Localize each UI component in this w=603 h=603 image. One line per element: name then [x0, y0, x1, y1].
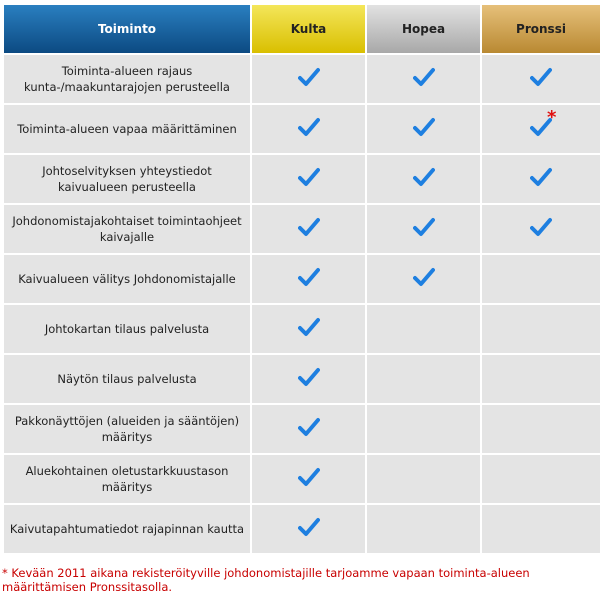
silver-mark [413, 217, 435, 241]
bronze-mark [530, 67, 552, 91]
table-row [4, 405, 600, 453]
feature-label: Kaivualueen välitys Johdonomistajalle [4, 255, 250, 303]
gold-mark [298, 467, 320, 491]
table-row [4, 55, 600, 103]
header-row [4, 5, 600, 53]
check-icon [298, 317, 320, 337]
silver-cell [367, 505, 480, 553]
feature-label: Johtokartan tilaus palvelusta [4, 305, 250, 353]
table-row [4, 505, 600, 553]
bronze-cell [482, 355, 600, 403]
feature-label: Aluekohtainen oletustarkkuustason määritys [4, 455, 250, 503]
check-icon [413, 217, 435, 237]
header-bronze: Pronssi [482, 5, 600, 53]
table-row [4, 305, 600, 353]
table-row [4, 355, 600, 403]
gold-cell [252, 205, 365, 253]
header-gold: Kulta [252, 5, 365, 53]
gold-cell [252, 405, 365, 453]
gold-mark [298, 67, 320, 91]
feature-comparison-table [2, 3, 602, 555]
silver-cell [367, 155, 480, 203]
feature-label: Toiminta-alueen vapaa määrittäminen [4, 105, 250, 153]
silver-mark [413, 267, 435, 291]
bronze-cell [482, 255, 600, 303]
check-icon [298, 467, 320, 487]
check-icon [298, 217, 320, 237]
gold-cell [252, 55, 365, 103]
silver-cell [367, 55, 480, 103]
bronze-cell [482, 455, 600, 503]
table-row [4, 105, 600, 153]
check-icon [298, 117, 320, 137]
feature-label: Johtoselvityksen yhteystiedot kaivualueen perusteella [4, 155, 250, 203]
table-row [4, 255, 600, 303]
check-icon [298, 517, 320, 537]
check-icon [298, 417, 320, 437]
feature-label: Näytön tilaus palvelusta [4, 355, 250, 403]
gold-cell [252, 155, 365, 203]
silver-cell [367, 105, 480, 153]
check-icon [298, 67, 320, 87]
gold-cell [252, 105, 365, 153]
gold-cell [252, 305, 365, 353]
bronze-mark [530, 217, 552, 241]
gold-mark [298, 317, 320, 341]
bronze-mark [530, 167, 552, 191]
gold-cell [252, 505, 365, 553]
check-icon [530, 67, 552, 87]
gold-mark [298, 517, 320, 541]
silver-cell [367, 455, 480, 503]
gold-cell [252, 455, 365, 503]
asterisk-note: * [547, 107, 557, 128]
check-icon [413, 267, 435, 287]
gold-mark [298, 217, 320, 241]
feature-label: Toiminta-alueen rajaus kunta-/maakuntarajojen perusteella [4, 55, 250, 103]
check-icon [413, 167, 435, 187]
gold-cell [252, 255, 365, 303]
silver-cell [367, 305, 480, 353]
check-icon [413, 67, 435, 87]
check-icon [298, 267, 320, 287]
feature-label: Kaivutapahtumatiedot rajapinnan kautta [4, 505, 250, 553]
gold-mark [298, 367, 320, 391]
feature-label: Pakkonäyttöjen (alueiden ja sääntöjen) määritys [4, 405, 250, 453]
silver-cell [367, 255, 480, 303]
gold-mark [298, 167, 320, 191]
feature-label: Johdonomistajakohtaiset toimintaohjeet kaivajalle [4, 205, 250, 253]
bronze-cell [482, 155, 600, 203]
check-icon [413, 117, 435, 137]
silver-mark [413, 67, 435, 91]
bronze-mark [530, 107, 557, 141]
bronze-cell [482, 505, 600, 553]
check-icon [530, 217, 552, 237]
silver-mark [413, 117, 435, 141]
bronze-cell [482, 205, 600, 253]
gold-mark [298, 267, 320, 291]
check-icon [530, 167, 552, 187]
gold-mark [298, 417, 320, 441]
silver-cell [367, 205, 480, 253]
check-icon [298, 367, 320, 387]
gold-cell [252, 355, 365, 403]
silver-cell [367, 405, 480, 453]
bronze-cell [482, 305, 600, 353]
header-silver: Hopea [367, 5, 480, 53]
silver-cell [367, 355, 480, 403]
header-feature: Toiminto [4, 5, 250, 53]
bronze-cell [482, 405, 600, 453]
bronze-cell [482, 105, 600, 153]
gold-mark [298, 117, 320, 141]
table-row [4, 205, 600, 253]
table-row [4, 155, 600, 203]
bronze-cell [482, 55, 600, 103]
check-icon [298, 167, 320, 187]
silver-mark [413, 167, 435, 191]
table-row [4, 455, 600, 503]
footnote: * Kevään 2011 aikana rekisteröityville johdonomistajille tarjoamme vapaan toiminta-alueen määrittämisen Pronssitasolla. [2, 566, 530, 594]
